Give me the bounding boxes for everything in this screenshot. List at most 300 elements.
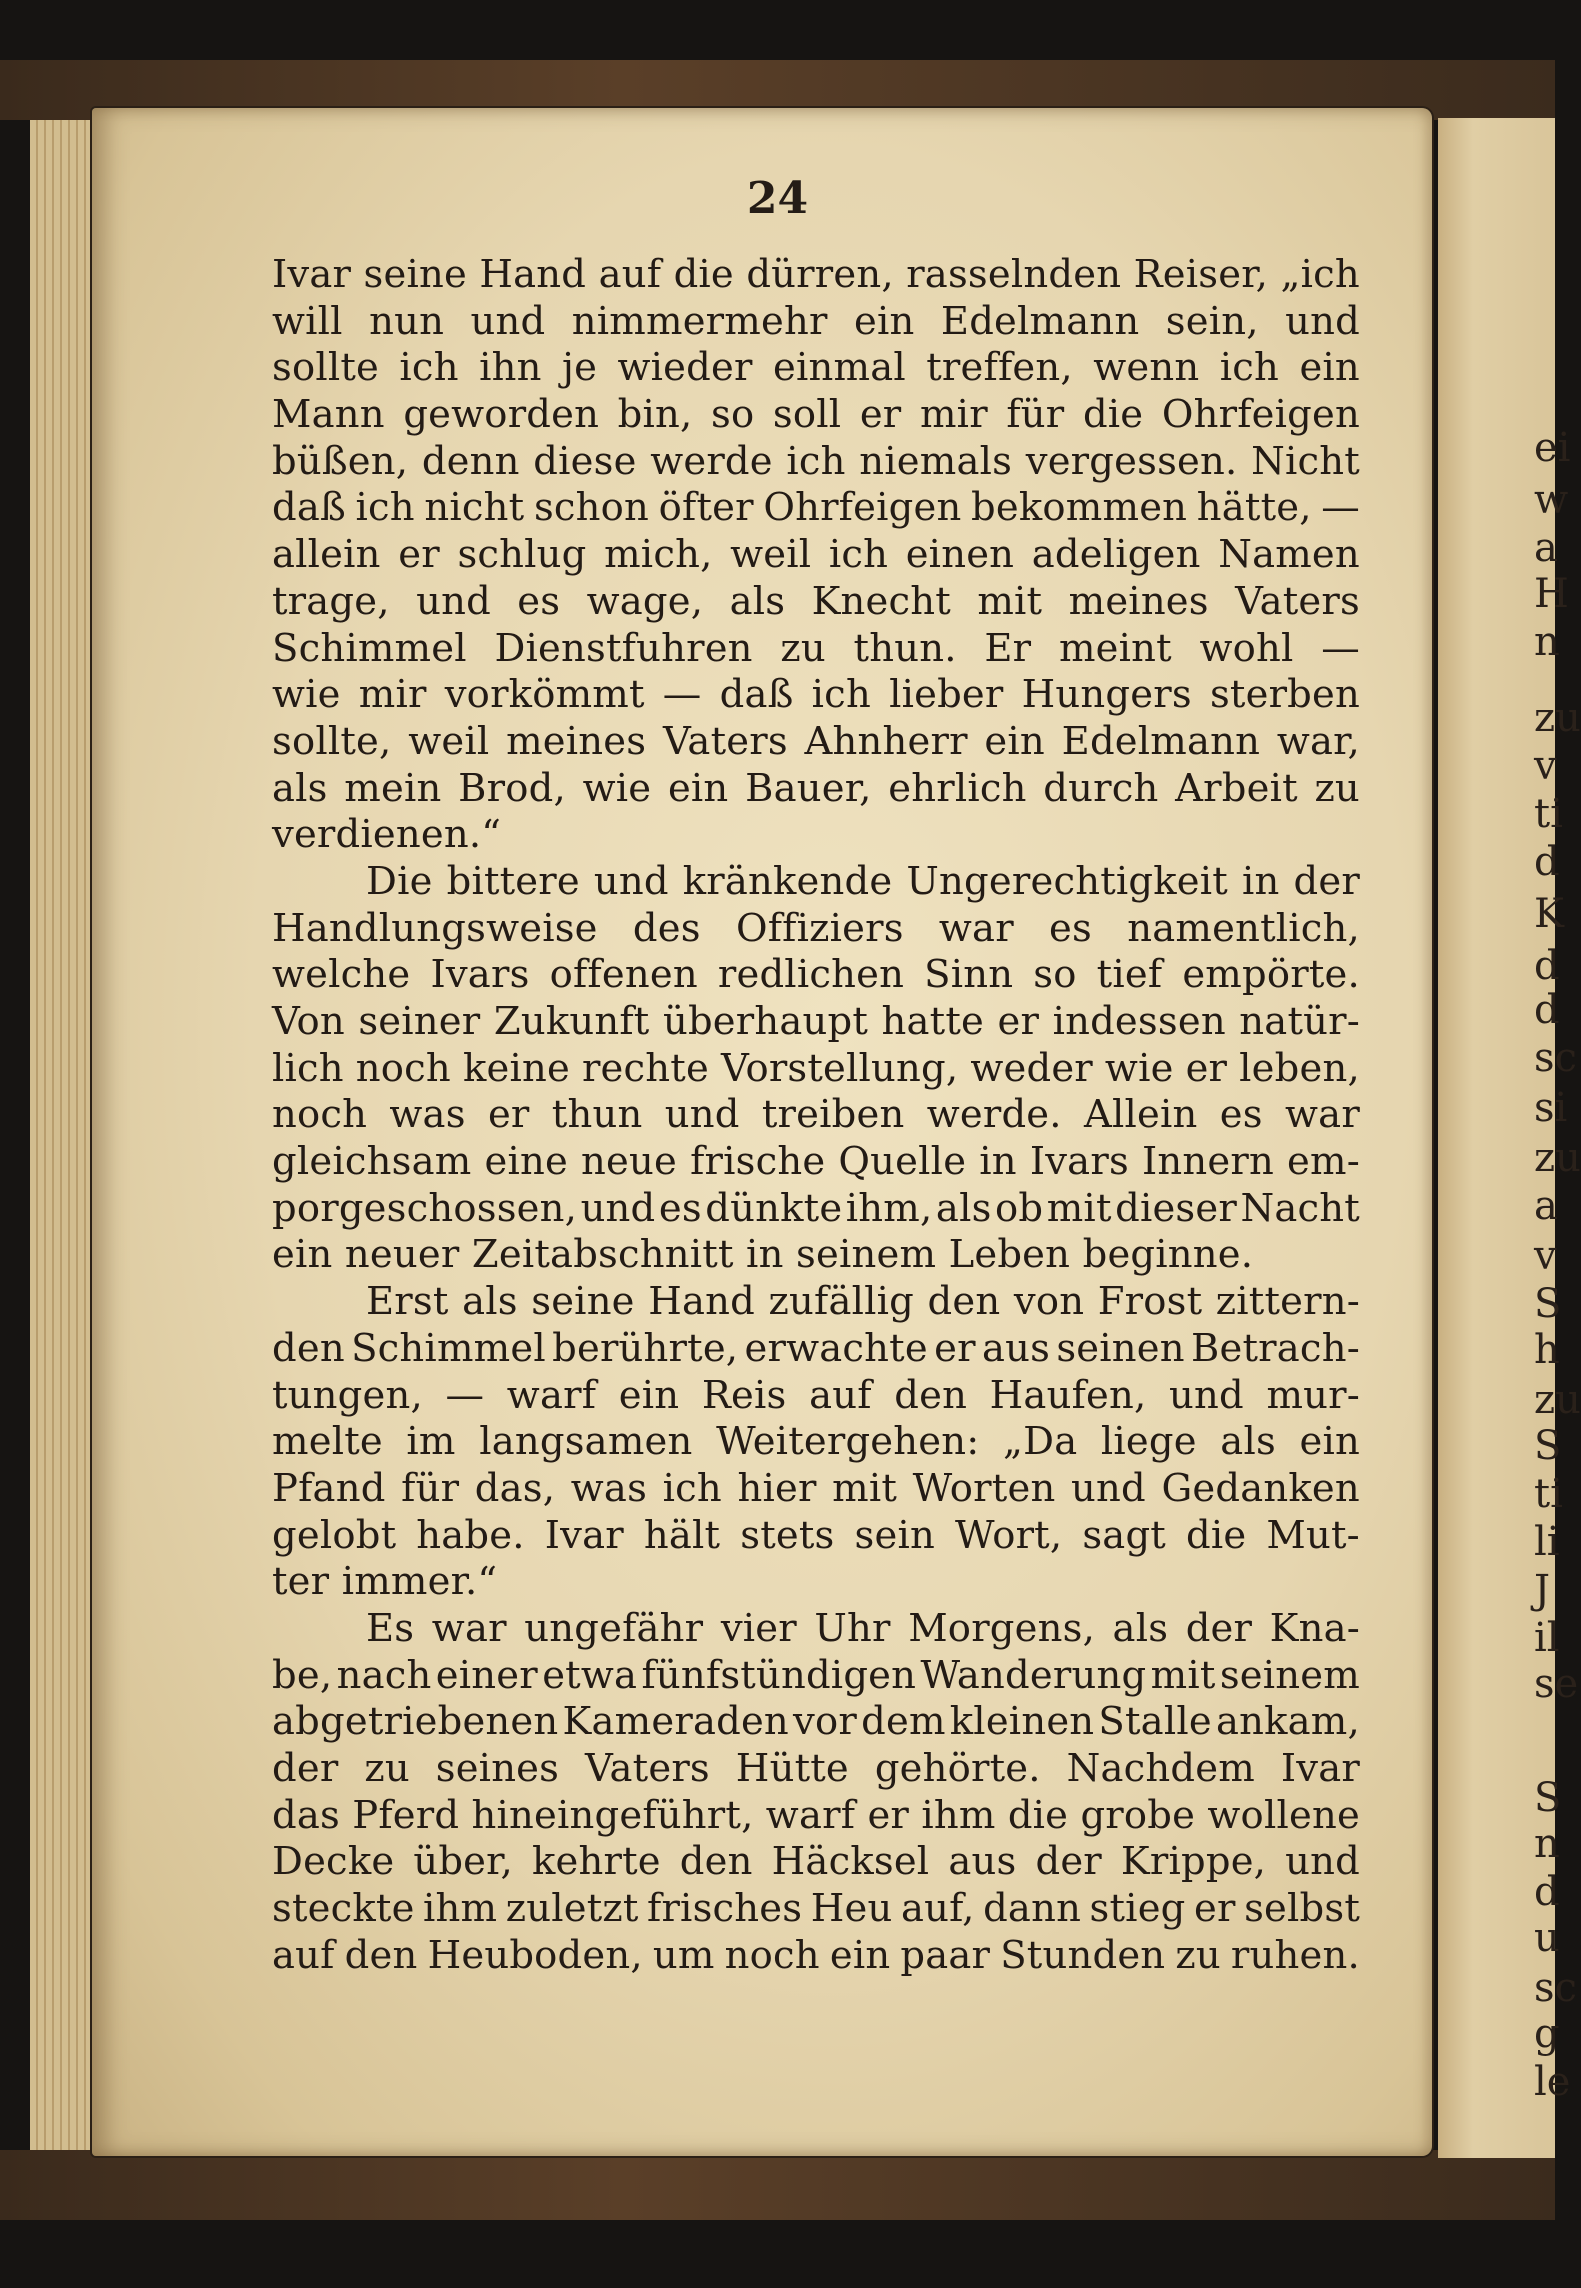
word: ehrlich: [888, 765, 1027, 811]
word: was: [389, 1092, 466, 1138]
word: den: [927, 1279, 1001, 1325]
word: Vaters: [585, 1746, 710, 1791]
word: redlichen: [717, 952, 905, 998]
word: die: [1082, 392, 1144, 438]
word: Heu: [810, 1886, 893, 1932]
text-line: [272, 252, 1360, 299]
text-line: [272, 1046, 1360, 1093]
word: kehrte: [532, 1839, 661, 1885]
facing-page-fragment: ei: [1534, 425, 1571, 471]
word: erwachte: [744, 1325, 928, 1371]
word: be,: [272, 1652, 333, 1698]
word: überhaupt: [662, 999, 869, 1044]
text-line: [272, 1373, 1360, 1420]
word: Wort,: [955, 1512, 1063, 1558]
word: des: [632, 905, 701, 951]
word: und: [416, 578, 491, 624]
facing-page-fragment: se: [1534, 1661, 1579, 1707]
facing-page-fragment: le: [1534, 2059, 1571, 2105]
page-number: 24: [746, 173, 809, 224]
word: nimmermehr: [571, 298, 828, 344]
word: sterben: [1209, 672, 1360, 718]
word: Allein: [1084, 1092, 1198, 1138]
facing-page-fragment: w: [1534, 477, 1569, 523]
word: sollte: [272, 345, 380, 391]
word: Reis: [701, 1372, 787, 1418]
text-line: [272, 999, 1360, 1046]
word: Stunden: [1000, 1932, 1166, 1978]
word: mit: [977, 578, 1043, 624]
word: Ahnherr: [804, 718, 968, 764]
text-line: [272, 392, 1360, 439]
word: war: [1285, 1092, 1360, 1138]
facing-page-fragment: si: [1534, 1085, 1568, 1131]
word: abgetriebenen: [272, 1699, 559, 1745]
word: und: [580, 1185, 656, 1231]
facing-page-fragment: zu: [1534, 1377, 1581, 1423]
word: eine: [484, 1139, 568, 1185]
word: Vorstellung,: [720, 1045, 959, 1091]
word: warf: [506, 1372, 597, 1418]
word: gelobt: [272, 1512, 397, 1558]
word: Stalle: [1098, 1699, 1212, 1745]
word: bin,: [617, 392, 693, 438]
word: lich: [272, 1045, 344, 1091]
word: hatte: [881, 999, 985, 1044]
word: Hungers: [1021, 672, 1192, 718]
word: niemals: [859, 438, 1013, 484]
word: em-: [1287, 1139, 1360, 1185]
text-line: [272, 485, 1360, 532]
word: melte: [272, 1419, 383, 1465]
word: Nicht: [1251, 438, 1360, 484]
word: so: [1033, 952, 1077, 998]
word: dürren,: [746, 252, 894, 297]
word: Kna-: [1269, 1605, 1360, 1651]
word: geworden: [403, 392, 600, 438]
word: ein: [618, 1372, 680, 1418]
word: schon: [533, 485, 650, 531]
word: Vaters: [662, 718, 788, 764]
word: thun.: [853, 625, 957, 671]
text-line: [272, 299, 1360, 346]
word: für: [401, 1465, 460, 1511]
word: stets: [740, 1512, 835, 1558]
word: ihm: [423, 1886, 498, 1932]
word: ich: [355, 485, 415, 531]
word: Pfand: [272, 1465, 386, 1511]
word: den: [679, 1839, 753, 1885]
word: er: [398, 532, 440, 578]
word: Ivar: [272, 252, 352, 297]
word: leben,: [1239, 1045, 1360, 1091]
word: Betrach-: [1191, 1325, 1360, 1371]
word: mein: [344, 765, 442, 811]
word: Schimmel: [272, 625, 467, 671]
word: ein: [984, 718, 1045, 764]
word: meines: [506, 718, 647, 764]
text-line: [272, 1186, 1360, 1233]
word: Edelmann: [1061, 718, 1261, 764]
word: Heuboden,: [427, 1932, 643, 1978]
word: sein: [854, 1512, 935, 1558]
word: steckte: [272, 1886, 415, 1932]
word: ich: [828, 532, 889, 578]
word: Hand: [479, 252, 587, 297]
word: einen: [905, 532, 1015, 578]
word: Pferd: [352, 1792, 460, 1838]
body-text: [272, 252, 1360, 1979]
word: treiben: [761, 1092, 905, 1138]
word: Hütte: [735, 1746, 849, 1791]
word: er: [859, 392, 902, 438]
word: sein,: [1165, 298, 1259, 344]
word: empörte.: [1182, 952, 1360, 998]
word: gleichsam: [272, 1139, 472, 1185]
word: je: [562, 345, 598, 391]
word: daß: [272, 485, 346, 531]
word: und: [470, 298, 546, 344]
word: was: [570, 1465, 648, 1511]
word: meint: [1058, 625, 1172, 671]
facing-page-fragment: sc: [1534, 1965, 1577, 2011]
word: Ivars: [1029, 1139, 1129, 1185]
page-edges: [30, 120, 100, 2150]
word: einmal: [773, 345, 906, 391]
text-line: [272, 1839, 1360, 1886]
text-line: [272, 1092, 1360, 1139]
facing-page-fragment: il: [1534, 1615, 1560, 1661]
word: warf: [765, 1792, 856, 1838]
word: Quelle: [838, 1139, 967, 1185]
word: wohl: [1199, 625, 1294, 671]
word: Ohrfeigen: [1161, 392, 1360, 438]
word: denn: [421, 438, 520, 484]
word: Vaters: [1235, 578, 1360, 624]
word: ein: [853, 298, 915, 344]
word: den: [272, 1325, 345, 1371]
facing-page-fragment: li: [1534, 1519, 1560, 1565]
word: kränkende: [682, 858, 893, 904]
word: ich: [1219, 345, 1280, 391]
text-line: [272, 1419, 1360, 1466]
facing-page-fragment: ti: [1534, 1471, 1563, 1517]
word: ein: [1299, 1419, 1360, 1465]
word: war: [938, 905, 1014, 951]
word: trage,: [272, 578, 390, 624]
word: hält: [643, 1512, 721, 1558]
word: Hand: [648, 1279, 755, 1325]
word: Gedanken: [1161, 1465, 1360, 1511]
facing-page-fragment: g: [1534, 2011, 1560, 2057]
facing-page-fragment: h: [1534, 1327, 1560, 1373]
word: zu: [1175, 1932, 1221, 1978]
word: vier: [720, 1605, 797, 1651]
facing-page-fragment: n: [1534, 1821, 1560, 1867]
word: ruhen.: [1230, 1932, 1360, 1978]
word: zufällig: [768, 1279, 914, 1325]
facing-page-fragment: J: [1534, 1567, 1551, 1613]
word: porgeschossen,: [272, 1185, 578, 1231]
word: indessen: [1052, 999, 1226, 1044]
word: bekommen: [971, 485, 1188, 531]
word: ein: [667, 765, 729, 811]
word: Haufen,: [989, 1372, 1147, 1418]
word: noch: [272, 1092, 368, 1138]
word: werde: [650, 438, 773, 484]
word: Wanderung: [920, 1652, 1147, 1698]
text-line: [272, 1279, 1360, 1326]
word: ihm,: [845, 1185, 933, 1231]
word: Mut-: [1266, 1512, 1360, 1558]
word: als: [1220, 1419, 1276, 1465]
word: als: [935, 1185, 992, 1231]
word: er: [867, 1792, 910, 1838]
facing-page-fragment: S: [1534, 1775, 1562, 1821]
facing-page-fragment: u: [1534, 1915, 1560, 1961]
word: fünfstündigen: [641, 1652, 917, 1698]
word: so: [711, 392, 755, 438]
word: als: [462, 1279, 518, 1325]
word: Weitergehen:: [716, 1419, 980, 1465]
word: nun: [369, 298, 445, 344]
word: Knecht: [811, 578, 951, 624]
word: und: [664, 1092, 740, 1138]
facing-page-fragment: a: [1534, 1183, 1558, 1229]
word: meines: [1068, 578, 1209, 624]
word: mit: [1046, 1185, 1112, 1231]
word: es: [517, 578, 561, 624]
word: Ivar: [1280, 1746, 1360, 1791]
word: tief: [1096, 952, 1163, 998]
word: Zukunft: [493, 999, 650, 1044]
word: berührte,: [552, 1325, 739, 1371]
word: —: [1321, 625, 1360, 671]
text-line: [272, 1699, 1360, 1746]
word: mur-: [1266, 1372, 1360, 1418]
word: diese: [533, 438, 637, 484]
word: er: [934, 1325, 976, 1371]
facing-page: [1438, 118, 1581, 2158]
word: er: [997, 999, 1040, 1044]
facing-page-fragment: zu: [1534, 695, 1581, 741]
text-line: verdienen.“: [272, 812, 502, 858]
word: seines: [435, 1746, 560, 1791]
word: mir: [919, 392, 988, 438]
text-line: [272, 859, 1360, 906]
text-line: [272, 952, 1360, 999]
word: zu: [780, 625, 826, 671]
word: —: [662, 672, 702, 718]
word: der: [1035, 1839, 1102, 1885]
word: Innern: [1141, 1139, 1274, 1185]
word: Erst: [366, 1279, 449, 1325]
facing-page-fragment: n: [1534, 619, 1560, 665]
text-line: [272, 906, 1360, 953]
word: in: [1241, 858, 1280, 904]
word: zu: [1314, 765, 1360, 811]
word: rechte: [581, 1045, 709, 1091]
word: Ungerechtigkeit: [906, 858, 1228, 904]
word: büßen,: [272, 438, 409, 484]
text-line: [272, 1513, 1360, 1560]
text-line: ein neuer Zeitabschnitt in seinem Leben beginne.: [272, 1232, 1254, 1278]
facing-page-fragment: K: [1534, 891, 1564, 937]
word: dem: [861, 1699, 946, 1745]
word: Frost: [1097, 1279, 1203, 1325]
word: es: [1049, 905, 1092, 951]
text-line: [272, 1326, 1360, 1373]
word: weder: [970, 1045, 1093, 1091]
facing-page-fragment: sc: [1534, 1035, 1577, 1081]
word: und: [1071, 1465, 1146, 1511]
word: das: [272, 1792, 340, 1838]
word: mich,: [604, 532, 713, 578]
word: ungefähr: [524, 1605, 704, 1651]
word: will: [272, 298, 343, 344]
word: war: [431, 1605, 507, 1651]
word: Offiziers: [735, 905, 904, 951]
word: das,: [474, 1465, 556, 1511]
word: ein: [829, 1932, 891, 1978]
word: frisches: [647, 1886, 803, 1932]
word: ein: [1299, 345, 1360, 391]
word: Er: [984, 625, 1032, 671]
word: dieser: [1115, 1185, 1237, 1231]
word: mit: [832, 1465, 898, 1511]
word: nicht: [424, 485, 525, 531]
word: als: [729, 578, 786, 624]
word: ich: [786, 438, 846, 484]
facing-page-fragment: d: [1534, 943, 1560, 989]
word: aus: [981, 1325, 1051, 1371]
word: von: [1013, 1279, 1085, 1325]
text-line: [272, 1606, 1360, 1653]
word: und: [593, 858, 669, 904]
word: ich: [811, 672, 871, 718]
binding-bottom: [0, 2150, 1555, 2220]
word: noch: [724, 1932, 820, 1978]
word: vor: [793, 1699, 857, 1745]
word: —: [445, 1372, 485, 1418]
word: Arbeit: [1175, 765, 1298, 811]
word: Uhr: [814, 1605, 891, 1651]
word: „ich: [1280, 252, 1360, 297]
word: Schimmel: [351, 1325, 546, 1371]
word: selbst: [1244, 1886, 1360, 1932]
word: Ohrfeigen: [763, 485, 962, 531]
word: Dienstfuhren: [494, 625, 753, 671]
word: ihn: [479, 345, 542, 391]
word: wollene: [1207, 1792, 1360, 1838]
word: er: [1194, 1886, 1236, 1932]
word: natür-: [1239, 999, 1360, 1044]
word: für: [1006, 392, 1065, 438]
word: Brod,: [458, 765, 566, 811]
text-line: [272, 1886, 1360, 1933]
text-line: [272, 626, 1360, 673]
word: ankam,: [1215, 1699, 1360, 1745]
word: treffen,: [926, 345, 1073, 391]
word: öfter: [658, 485, 754, 531]
word: mir: [358, 672, 427, 718]
word: Häcksel: [771, 1839, 930, 1885]
word: seine: [531, 1279, 635, 1325]
word: als: [272, 765, 328, 811]
word: Es: [366, 1605, 415, 1651]
word: liege: [1100, 1419, 1197, 1465]
word: auf: [598, 252, 662, 297]
word: und: [1285, 1839, 1360, 1885]
word: wage,: [586, 578, 704, 624]
word: Edelmann: [940, 298, 1140, 344]
word: zu: [364, 1746, 410, 1791]
word: allein: [272, 532, 381, 578]
word: und: [1169, 1372, 1244, 1418]
word: welche: [272, 952, 411, 998]
text-line: [272, 345, 1360, 392]
word: und: [1285, 298, 1360, 344]
word: der: [272, 1746, 339, 1791]
word: keine: [462, 1045, 570, 1091]
facing-page-fragment: d: [1534, 1869, 1560, 1915]
word: Morgens,: [908, 1605, 1096, 1651]
text-line: [272, 1793, 1360, 1840]
word: Ivar: [544, 1512, 624, 1558]
word: schlug: [457, 532, 587, 578]
word: Von: [272, 999, 345, 1044]
word: neue: [581, 1139, 678, 1185]
word: Ivars: [430, 952, 530, 998]
facing-page-fragment: d: [1534, 839, 1560, 885]
word: wie: [272, 672, 341, 718]
word: noch: [355, 1045, 451, 1091]
word: die: [1186, 1512, 1247, 1558]
word: wenn: [1093, 345, 1200, 391]
word: wie: [1104, 1045, 1174, 1091]
word: Decke: [272, 1839, 395, 1885]
word: aus: [948, 1839, 1017, 1885]
text-line: [272, 439, 1360, 486]
word: adeligen: [1031, 532, 1201, 578]
word: als: [1112, 1605, 1169, 1651]
word: Sinn: [924, 952, 1014, 998]
word: weil: [730, 532, 812, 578]
word: Handlungsweise: [272, 905, 598, 951]
word: ihm: [921, 1792, 996, 1838]
word: nach: [336, 1652, 432, 1698]
word: ich: [399, 345, 459, 391]
word: wie: [582, 765, 652, 811]
word: Krippe,: [1120, 1839, 1267, 1885]
word: Reiser,: [1133, 252, 1269, 297]
facing-page-fragment: ti: [1534, 791, 1563, 837]
word: zuletzt: [505, 1886, 639, 1932]
word: auf,: [900, 1886, 975, 1932]
word: Kameraden: [562, 1699, 789, 1745]
word: vorkömmt: [444, 672, 645, 718]
word: hätte,: [1196, 485, 1312, 531]
text-line: ter immer.“: [272, 1559, 498, 1605]
facing-page-fragment: S: [1534, 1281, 1562, 1327]
word: frische: [690, 1139, 826, 1185]
text-line: [272, 766, 1360, 813]
word: Bauer,: [745, 765, 872, 811]
word: grobe: [1080, 1792, 1196, 1838]
word: seine: [363, 252, 467, 297]
word: er: [1185, 1045, 1228, 1091]
word: offenen: [549, 952, 698, 998]
